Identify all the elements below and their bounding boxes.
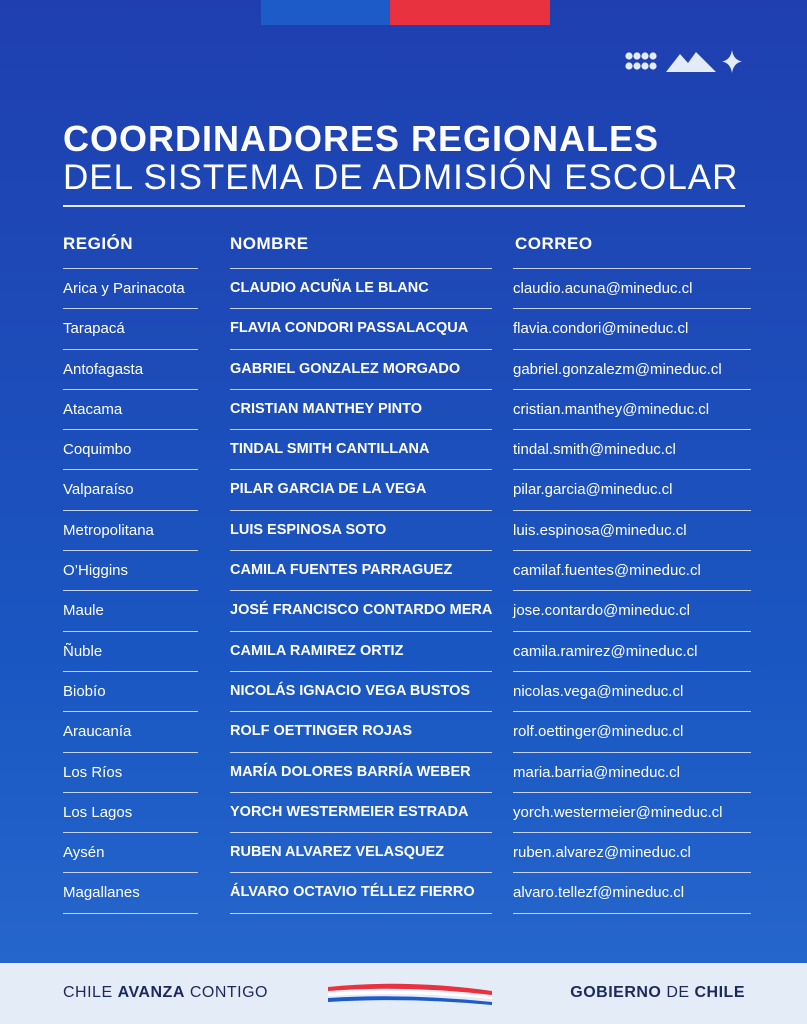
email-cell[interactable]: flavia.condori@mineduc.cl [513,308,751,348]
region-cell: Aysén [63,832,198,872]
footer-government-logo [570,984,745,1002]
region-cell: Magallanes [63,872,198,912]
sparkle-icon [722,50,742,73]
email-cell[interactable]: cristian.manthey@mineduc.cl [513,389,751,429]
table-row [0,671,807,711]
email-cell[interactable]: ruben.alvarez@mineduc.cl [513,832,751,872]
region-cell: Maule [63,590,198,630]
table-bottom-rules [0,913,807,915]
region-cell: Ñuble [63,631,198,671]
table-row [0,469,807,509]
email-cell[interactable]: tindal.smith@mineduc.cl [513,429,751,469]
title-line-1: COORDINADORES REGIONALES [63,118,660,159]
name-cell: ÁLVARO OCTAVIO TÉLLEZ FIERRO [230,872,492,912]
region-cell: Los Lagos [63,792,198,832]
region-cell: Biobío [63,671,198,711]
region-cell: O’Higgins [63,550,198,590]
table-row [0,389,807,429]
name-cell: LUIS ESPINOSA SOTO [230,510,492,550]
name-cell: MARÍA DOLORES BARRÍA WEBER [230,752,492,792]
table-row [0,268,807,308]
name-cell: PILAR GARCIA DE LA VEGA [230,469,492,509]
mountains-icon [666,52,716,72]
name-cell: CLAUDIO ACUÑA LE BLANC [230,268,492,308]
flag-swoosh-icon [326,977,496,1007]
email-cell[interactable]: claudio.acuna@mineduc.cl [513,268,751,308]
region-cell: Valparaíso [63,469,198,509]
table-row [0,550,807,590]
table-row [0,832,807,872]
email-cell[interactable]: alvaro.tellezf@mineduc.cl [513,872,751,912]
email-cell[interactable]: maria.barria@mineduc.cl [513,752,751,792]
flag-stripe-red [390,0,550,25]
row-divider [513,913,751,915]
gov-part-2: DE [661,984,695,1001]
email-cell[interactable]: jose.contardo@mineduc.cl [513,590,751,630]
email-cell[interactable]: gabriel.gonzalezm@mineduc.cl [513,349,751,389]
table-row [0,752,807,792]
email-cell[interactable]: camila.ramirez@mineduc.cl [513,631,751,671]
region-cell: Araucanía [63,711,198,751]
region-cell: Arica y Parinacota [63,268,198,308]
footer [0,963,807,1024]
region-cell: Los Ríos [63,752,198,792]
email-cell[interactable]: pilar.garcia@mineduc.cl [513,469,751,509]
region-cell: Coquimbo [63,429,198,469]
table-row [0,429,807,469]
title-divider [63,205,745,207]
name-cell: RUBEN ALVAREZ VELASQUEZ [230,832,492,872]
name-cell: CRISTIAN MANTHEY PINTO [230,389,492,429]
name-cell: JOSÉ FRANCISCO CONTARDO MERA [230,590,492,630]
gov-part-3: CHILE [694,984,745,1001]
title-line-2: DEL SISTEMA DE ADMISIÓN ESCOLAR [63,158,739,197]
table-row [0,349,807,389]
region-cell: Tarapacá [63,308,198,348]
name-cell: CAMILA RAMIREZ ORTIZ [230,631,492,671]
name-cell: TINDAL SMITH CANTILLANA [230,429,492,469]
column-header-region: REGIÓN [63,234,134,253]
name-cell: FLAVIA CONDORI PASSALACQUA [230,308,492,348]
name-cell: ROLF OETTINGER ROJAS [230,711,492,751]
slogan-part-3: CONTIGO [184,984,268,1001]
row-divider [63,913,198,915]
table-row [0,510,807,550]
coordinators-table [0,268,807,915]
region-cell: Atacama [63,389,198,429]
row-divider [230,913,492,915]
dots-logo-icon [625,52,656,69]
slogan-part-2: AVANZA [117,984,185,1001]
email-cell[interactable]: luis.espinosa@mineduc.cl [513,510,751,550]
table-row [0,711,807,751]
table-row [0,308,807,348]
email-cell[interactable]: rolf.oettinger@mineduc.cl [513,711,751,751]
column-header-email: CORREO [515,234,593,253]
column-header-name: NOMBRE [230,234,309,253]
name-cell: GABRIEL GONZALEZ MORGADO [230,349,492,389]
region-cell: Metropolitana [63,510,198,550]
table-row [0,872,807,912]
table-row [0,631,807,671]
gov-part-1: GOBIERNO [570,984,662,1001]
name-cell: YORCH WESTERMEIER ESTRADA [230,792,492,832]
name-cell: NICOLÁS IGNACIO VEGA BUSTOS [230,671,492,711]
name-cell: CAMILA FUENTES PARRAGUEZ [230,550,492,590]
slogan-part-1: CHILE [63,984,118,1001]
email-cell[interactable]: yorch.westermeier@mineduc.cl [513,792,751,832]
table-row [0,590,807,630]
brand-icons [624,48,744,76]
footer-slogan [63,984,268,1002]
flag-stripe-blue [261,0,390,25]
email-cell[interactable]: nicolas.vega@mineduc.cl [513,671,751,711]
region-cell: Antofagasta [63,349,198,389]
email-cell[interactable]: camilaf.fuentes@mineduc.cl [513,550,751,590]
table-row [0,792,807,832]
